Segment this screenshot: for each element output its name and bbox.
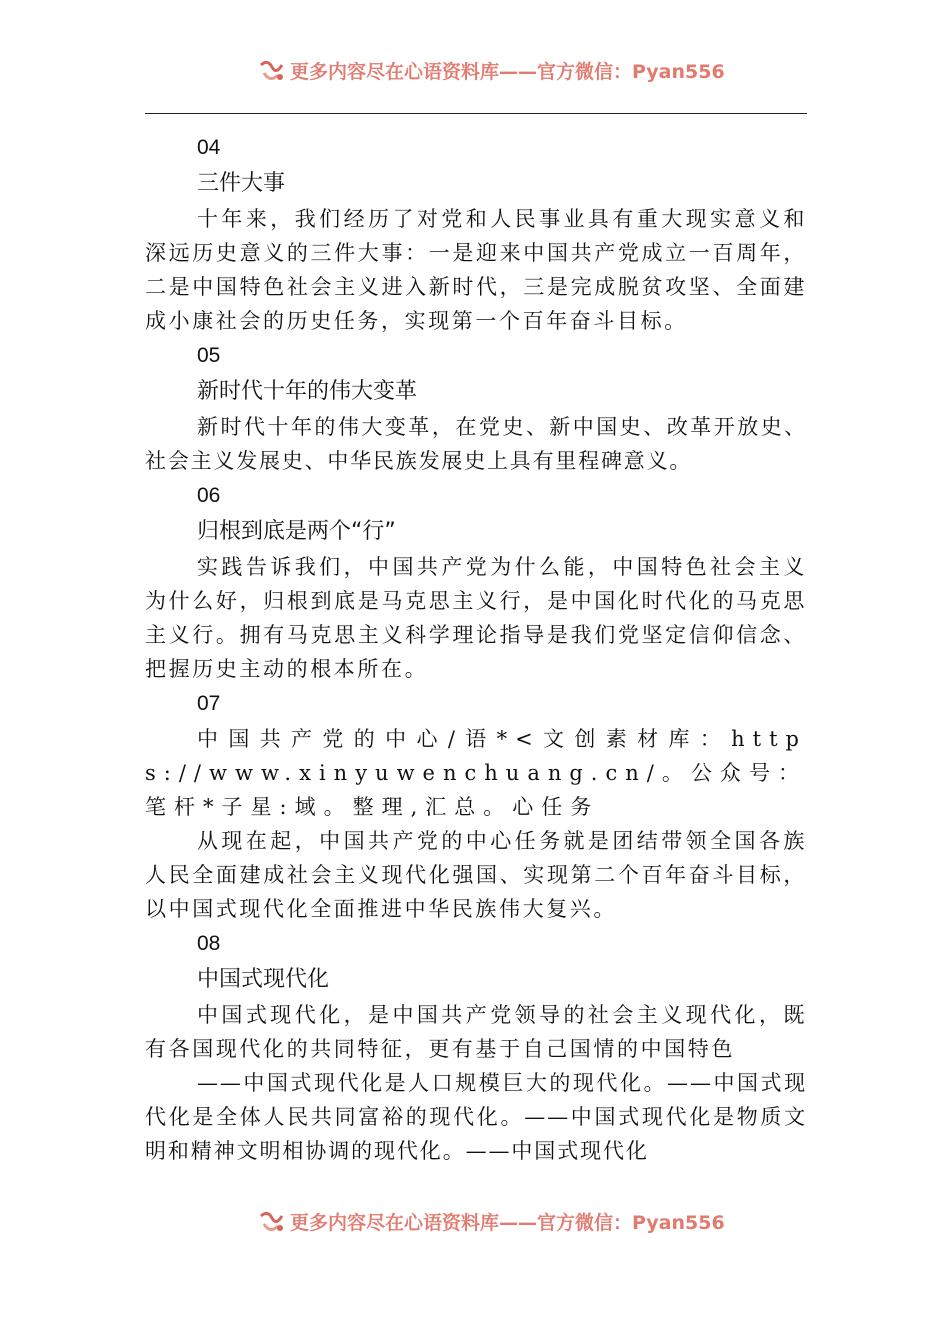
- section-paragraph: 实践告诉我们，中国共产党为什么能，中国特色社会主义为什么好，归根到底是马克思主义行，是中国化时代化的马克思主义行。拥有马克思主义科学理论指导是我们党坚定信仰信念、把握历史主动的根本所在。: [145, 555, 807, 681]
- header-watermark: [0, 55, 950, 83]
- section-05: [145, 338, 807, 478]
- document-body: [145, 130, 807, 1168]
- watermark-logo-icon: [258, 59, 286, 83]
- section-heading: 归根到底是两个“行”: [197, 519, 396, 544]
- section-number: 07: [197, 692, 221, 715]
- section-heading: 新时代十年的伟大变革: [197, 379, 418, 404]
- section-heading: 三件大事: [197, 171, 286, 196]
- section-paragraph: 十年来，我们经历了对党和人民事业具有重大现实意义和深远历史意义的三件大事：一是迎来中国共产党成立一百周年，二是中国特色社会主义进入新时代，三是完成脱贫攻坚、全面建成小康社会的历史任务，实现第一个百年奋斗目标。: [145, 207, 807, 333]
- footer-watermark: [0, 1208, 950, 1236]
- section-paragraph: 从现在起，中国共产党的中心任务就是团结带领全国各族人民全面建成社会主义现代化强国、实现第二个百年奋斗目标，以中国式现代化全面推进中华民族伟大复兴。: [145, 829, 807, 921]
- watermark-logo-icon: [258, 1210, 286, 1234]
- section-number: 04: [197, 136, 221, 159]
- section-08: [145, 926, 807, 1168]
- section-06: [145, 478, 807, 686]
- section-07: [145, 686, 807, 926]
- section-heading: 中国式现代化: [197, 967, 330, 992]
- header-divider: [145, 113, 807, 114]
- section-heading-line: 中国共产党的中心/语*<文创素材库：https://www.xinyuwenchuang.cn/。公众号：笔杆*子星:域。整理,汇总。心任务: [145, 727, 807, 819]
- section-paragraph: 中国式现代化，是中国共产党领导的社会主义现代化，既有各国现代化的共同特征，更有基于自己国情的中国特色: [145, 1003, 807, 1061]
- section-04: [145, 130, 807, 338]
- section-number: 06: [197, 484, 221, 507]
- section-paragraph: 新时代十年的伟大变革，在党史、新中国史、改革开放史、社会主义发展史、中华民族发展史上具有里程碑意义。: [145, 415, 807, 473]
- section-number: 05: [197, 344, 221, 367]
- section-number: 08: [197, 932, 221, 955]
- section-paragraph: ——中国式现代化是人口规模巨大的现代化。——中国式现代化是全体人民共同富裕的现代化。——中国式现代化是物质文明和精神文明相协调的现代化。——中国式现代化: [145, 1071, 807, 1163]
- watermark-text: 更多内容尽在心语资料库——官方微信：Pyan556: [290, 61, 725, 83]
- watermark-text: 更多内容尽在心语资料库——官方微信：Pyan556: [290, 1212, 725, 1234]
